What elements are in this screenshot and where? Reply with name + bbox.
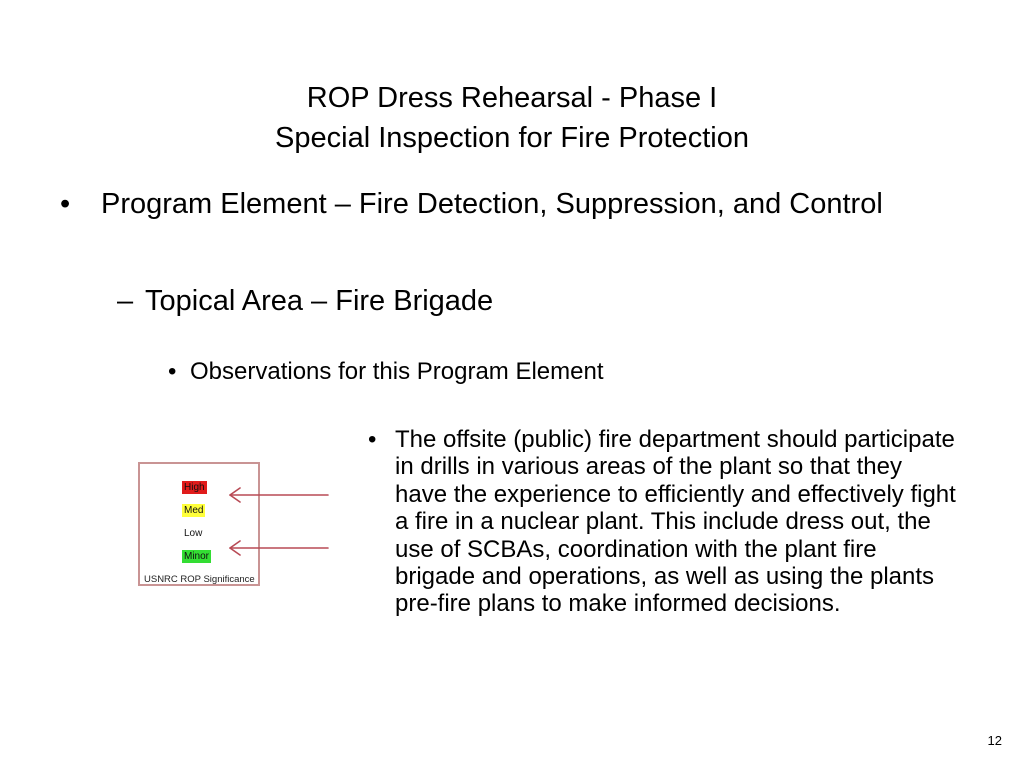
slide-title-line-1: ROP Dress Rehearsal - Phase I	[306, 82, 718, 114]
bullet-observations-text: Observations for this Program Element	[190, 358, 604, 385]
bullet-marker: •	[60, 188, 71, 220]
dash-marker: –	[117, 285, 134, 317]
slide-title	[0, 78, 1024, 158]
bullet-marker: •	[168, 358, 177, 385]
left-arrow-icon	[226, 540, 330, 556]
bullet-topical-area	[117, 283, 817, 319]
legend-caption: USNRC ROP Significance	[144, 574, 255, 585]
significance-legend-box	[138, 462, 260, 586]
page-number: 12	[987, 733, 1002, 748]
bullet-program-element-text: Program Element – Fire Detection, Suppression, and Control	[101, 188, 883, 220]
slide-title-line-2: Special Inspection for Fire Protection	[275, 122, 749, 154]
bullet-observation-detail	[368, 426, 958, 618]
level-tag-low: Low	[184, 528, 203, 539]
bullet-topical-area-text: Topical Area – Fire Brigade	[145, 285, 494, 317]
left-arrow-icon	[226, 487, 330, 503]
level-tag-high: High	[184, 482, 205, 493]
bullet-observations	[168, 357, 768, 387]
bullet-observation-detail-text: The offsite (public) fire department should participate in drills in various areas of the plant so that they have the experience to efficiently and effectively fight a fire in a nuclear plant. This include dress out, the use of SCBAs, coordination with the plant fire brigade and operations, as well as using the plants pre-fire plans to make informed decisions.	[395, 426, 956, 618]
level-tag-minor: Minor	[184, 551, 210, 562]
level-tag-med: Med	[184, 505, 204, 516]
significance-legend-figure	[136, 460, 332, 592]
bullet-marker: •	[368, 426, 377, 453]
bullet-program-element	[60, 188, 920, 221]
